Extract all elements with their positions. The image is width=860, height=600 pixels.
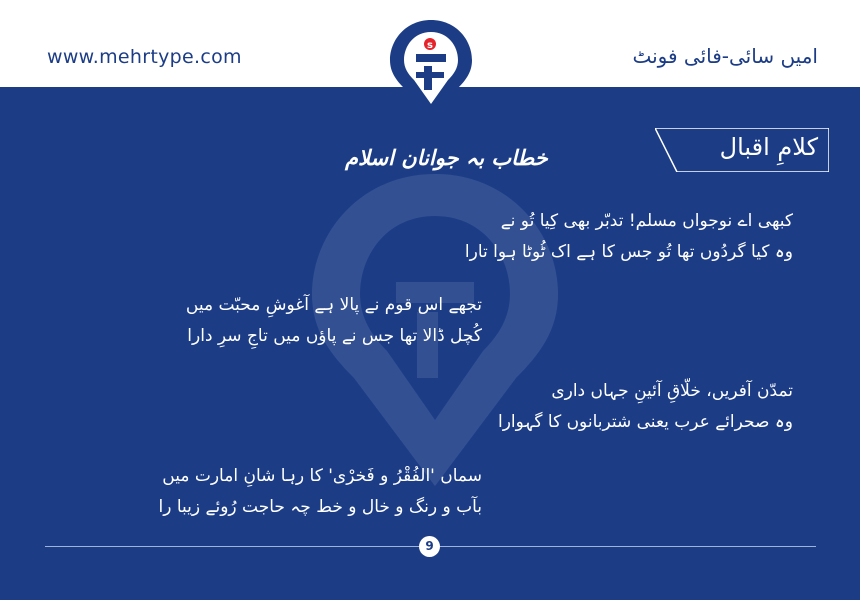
page-heading: کلامِ اقبال (719, 133, 818, 161)
verse-line: کُچل ڈالا تھا جس نے پاؤں میں تاجِ سرِ دارا (187, 326, 482, 346)
stanza-4 (159, 461, 482, 523)
mehrtype-logo (386, 16, 476, 128)
page-number: 9 (419, 536, 440, 557)
stanza-3 (498, 376, 793, 438)
verse-line: کبھی اے نوجواں مسلم! تدبّر بھی کِیا تُو نے (500, 211, 793, 231)
website-url[interactable]: www.mehrtype.com (47, 46, 242, 68)
verse-line: تجھے اس قوم نے پالا ہے آغوشِ محبّت میں (185, 295, 482, 315)
svg-text:s: s (427, 40, 433, 51)
verse-line: بآب و رنگ و خال و خط چہ حاجت رُوئے زیبا را (158, 497, 482, 517)
verse-line: وہ کیا گردُوں تھا تُو جس کا ہے اک ٹُوٹا ہوا تارا (464, 242, 793, 262)
stanza-1 (465, 206, 793, 268)
poem-subtitle: خطاب بہ جوانان اسلام (345, 145, 548, 170)
stanza-2 (186, 290, 482, 352)
font-name-title: امیں سائی-فائی فونٹ (632, 44, 818, 68)
verse-line: وہ صحرائے عرب یعنی شتربانوں کا گہوارا (498, 412, 793, 432)
verse-line: تمدّن آفریں، خلّاقِ آئینِ جہاں داری (551, 381, 793, 401)
verse-line: سماں 'الفُقْرُ و فَخرْی' کا رہا شانِ امارت میں (162, 466, 482, 486)
